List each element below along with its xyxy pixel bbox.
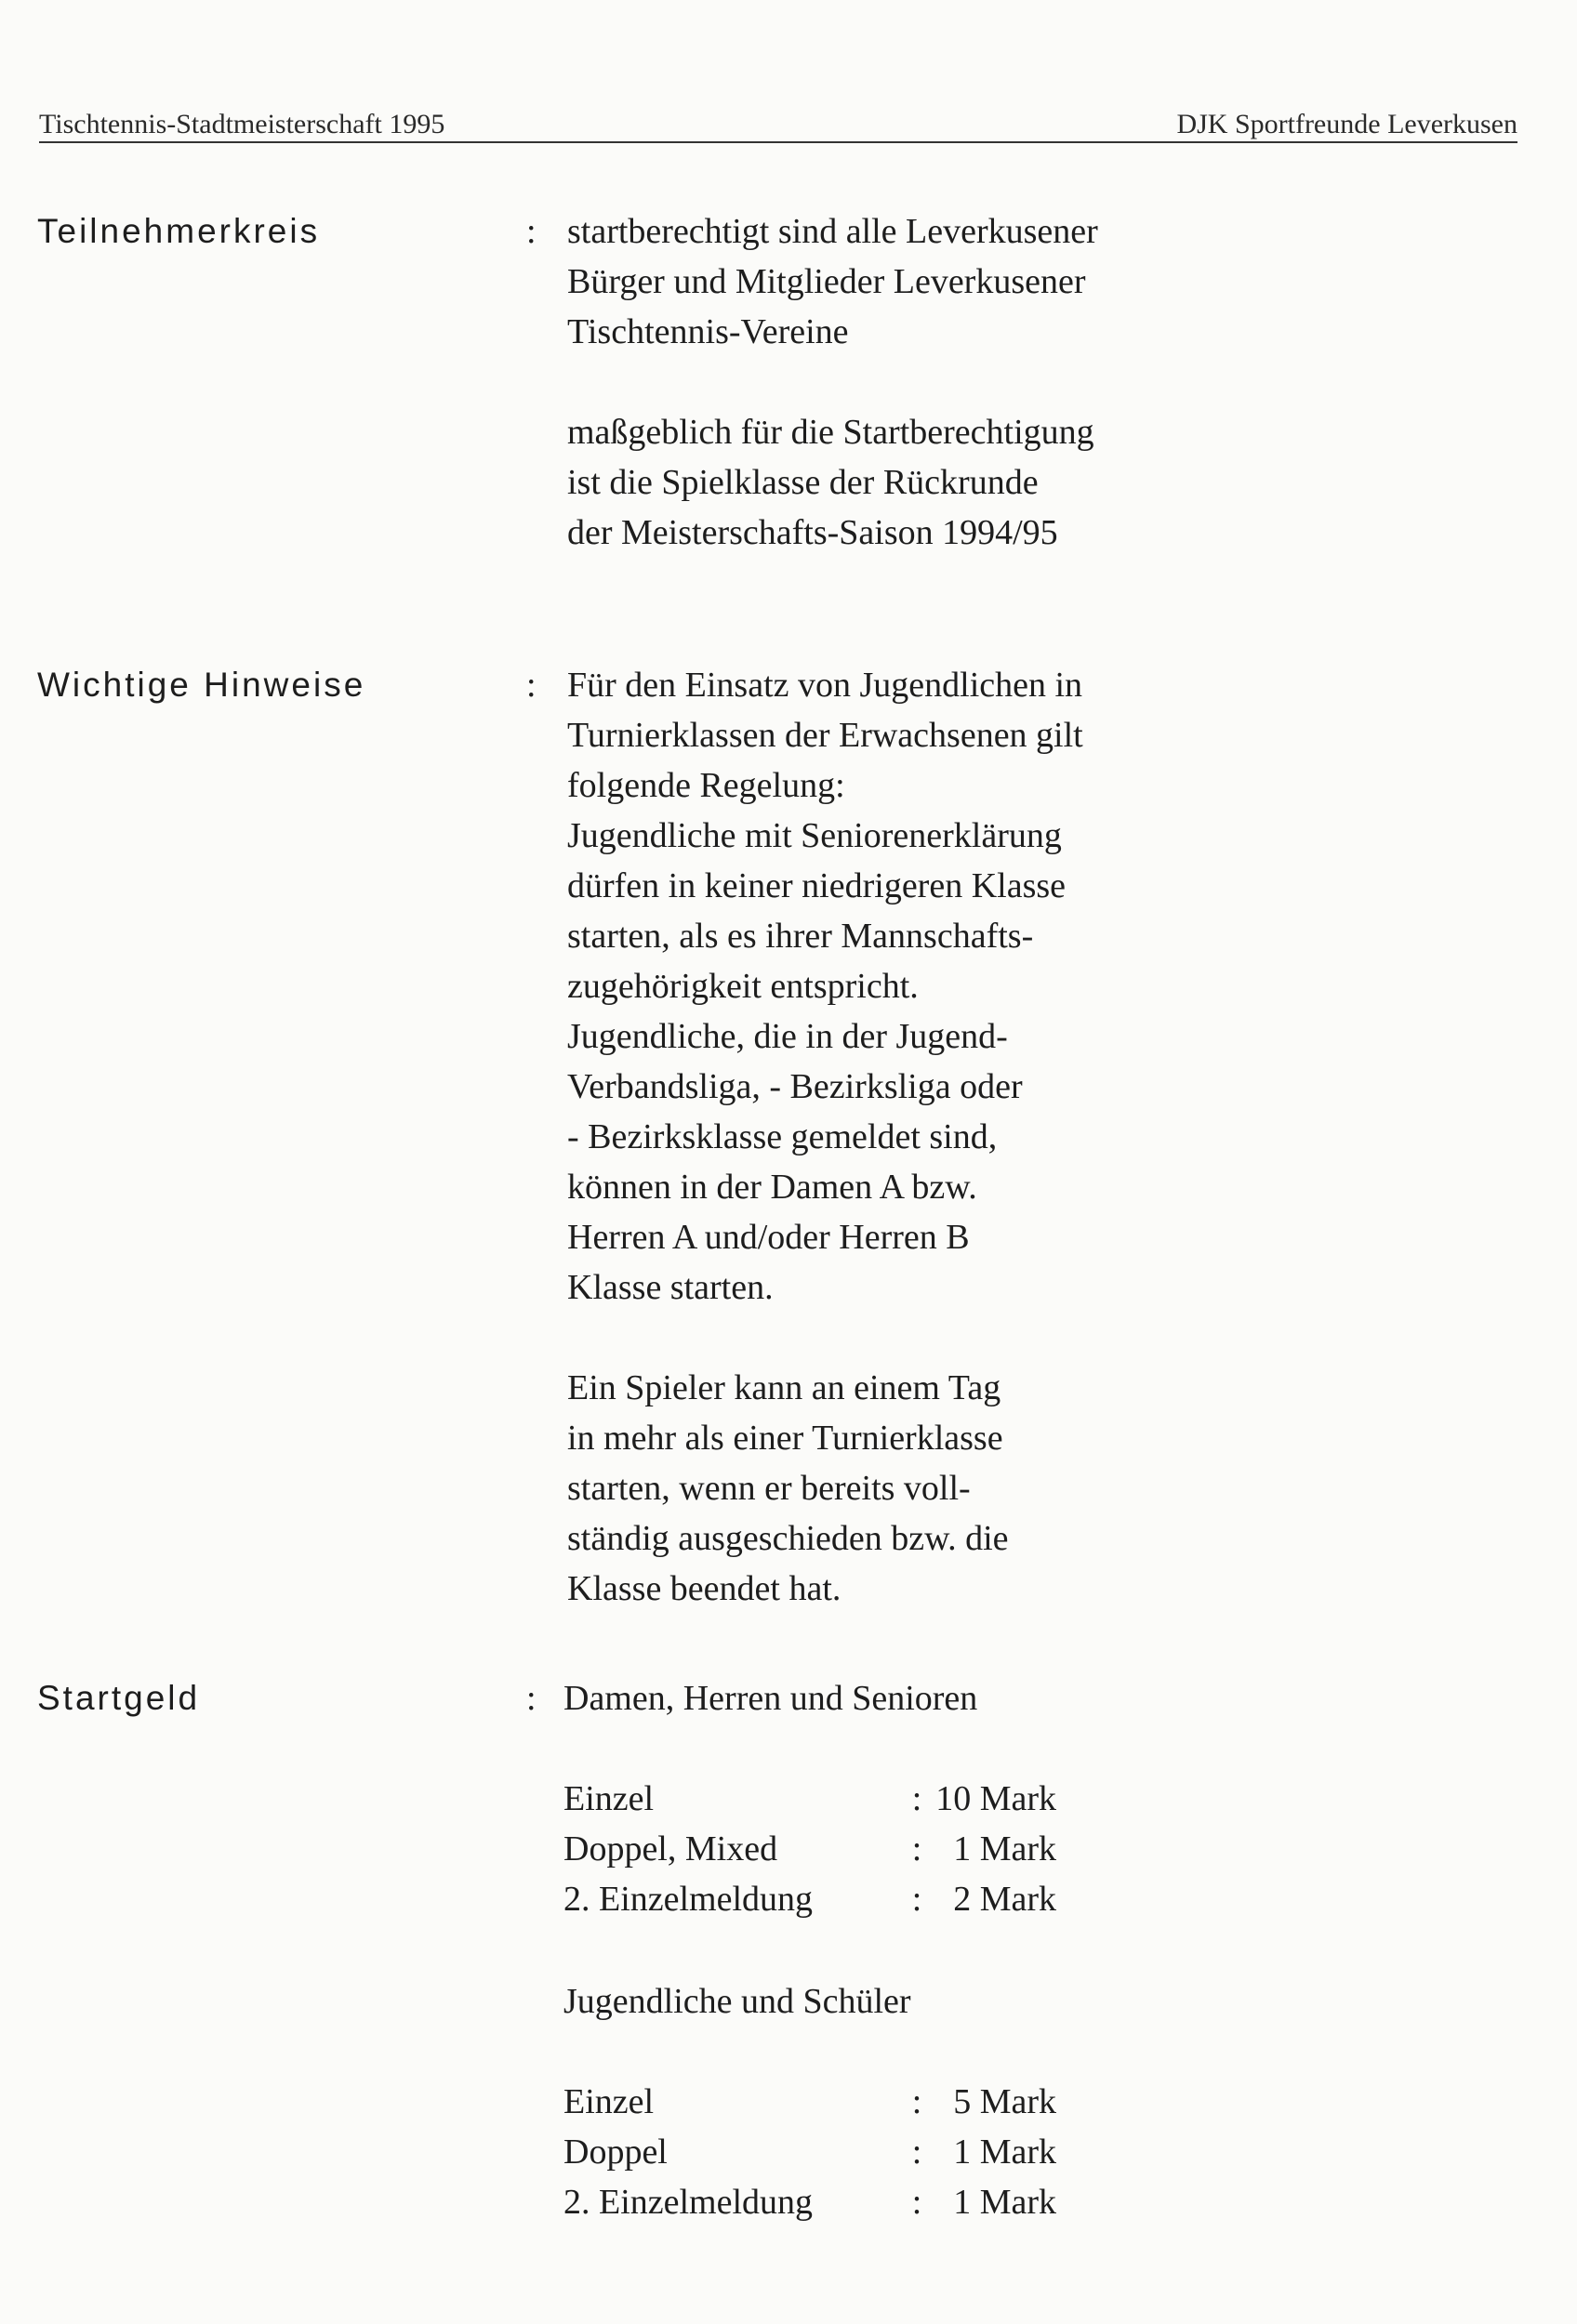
text-line: Verbandsliga, - Bezirksliga oder: [567, 1067, 1023, 1106]
fee-colon: :: [911, 2082, 922, 2121]
text-line: starten, als es ihrer Mannschafts-: [567, 917, 1034, 956]
fee-group-title: Damen, Herren und Senioren: [563, 1679, 978, 1718]
text-line: ist die Spielklasse der Rückrunde: [567, 463, 1039, 502]
fee-table-adults: [563, 1774, 1056, 1924]
fee-row: [563, 1774, 1056, 1824]
section-text: [567, 660, 1083, 1614]
text-line: Ein Spieler kann an einem Tag: [567, 1368, 1001, 1407]
fee-name: Doppel: [563, 2133, 668, 2172]
text-line: startberechtigt sind alle Leverkusener: [567, 212, 1098, 251]
fee-row: [563, 2077, 1056, 2127]
text-line: können in der Damen A bzw.: [567, 1168, 977, 1207]
text-line: maßgeblich für die Startberechtigung: [567, 413, 1094, 452]
text-line: Klasse beendet hat.: [567, 1569, 842, 1608]
text-line: Jugendliche mit Seniorenerklärung: [567, 816, 1062, 855]
fee-row: [563, 1874, 1056, 1924]
fee-name: 2. Einzelmeldung: [563, 1880, 814, 1919]
fee-colon: :: [911, 1829, 922, 1868]
section-label: Startgeld: [37, 1679, 201, 1717]
fee-amount: 10 Mark: [935, 1779, 1056, 1818]
fee-amount: 2 Mark: [953, 1880, 1056, 1919]
page-header: [39, 108, 1517, 143]
fee-name: Einzel: [563, 2082, 655, 2121]
section-label: Wichtige Hinweise: [37, 666, 366, 704]
header-title: Tischtennis-Stadtmeisterschaft 1995: [39, 109, 445, 139]
text-line: der Meisterschafts-Saison 1994/95: [567, 513, 1058, 552]
fee-colon: :: [911, 1779, 922, 1818]
text-line: zugehörigkeit entspricht.: [567, 967, 919, 1006]
text-line: - Bezirksklasse gemeldet sind,: [567, 1117, 998, 1156]
text-line: dürfen in keiner niedrigeren Klasse: [567, 866, 1067, 905]
fee-name: 2. Einzelmeldung: [563, 2183, 814, 2222]
fee-name: Einzel: [563, 1779, 655, 1818]
fee-colon: :: [911, 1880, 922, 1919]
fee-row: [563, 2177, 1056, 2227]
text-line: Turnierklassen der Erwachsenen gilt: [567, 716, 1083, 755]
text-line: Klasse starten.: [567, 1268, 774, 1307]
header-club: DJK Sportfreunde Leverkusen: [1176, 109, 1517, 139]
section-text: [567, 206, 1098, 558]
fee-name: Doppel, Mixed: [563, 1829, 778, 1868]
text-line: folgende Regelung:: [567, 766, 845, 805]
fee-amount: 1 Mark: [953, 2133, 1056, 2172]
text-line: Tischtennis-Vereine: [567, 312, 849, 351]
section-label: Teilnehmerkreis: [37, 212, 321, 250]
section-colon: :: [526, 1679, 537, 1718]
section-colon: :: [526, 666, 537, 705]
text-line: starten, wenn er bereits voll-: [567, 1469, 971, 1508]
fee-amount: 1 Mark: [953, 2183, 1056, 2222]
fee-amount: 5 Mark: [953, 2082, 1056, 2121]
fee-table-youth: [563, 2077, 1056, 2227]
text-line: Bürger und Mitglieder Leverkusener: [567, 262, 1086, 301]
fee-group-title: Jugendliche und Schüler: [563, 1982, 911, 2021]
text-line: ständig ausgeschieden bzw. die: [567, 1519, 1009, 1558]
text-line: Für den Einsatz von Jugendlichen in: [567, 666, 1083, 705]
fee-colon: :: [911, 2133, 922, 2172]
fee-row: [563, 2127, 1056, 2177]
fee-amount: 1 Mark: [953, 1829, 1056, 1868]
section-colon: :: [526, 212, 537, 251]
text-line: Jugendliche, die in der Jugend-: [567, 1017, 1008, 1056]
fee-row: [563, 1824, 1056, 1874]
fee-colon: :: [911, 2183, 922, 2222]
text-line: Herren A und/oder Herren B: [567, 1218, 970, 1257]
text-line: in mehr als einer Turnierklasse: [567, 1419, 1003, 1458]
